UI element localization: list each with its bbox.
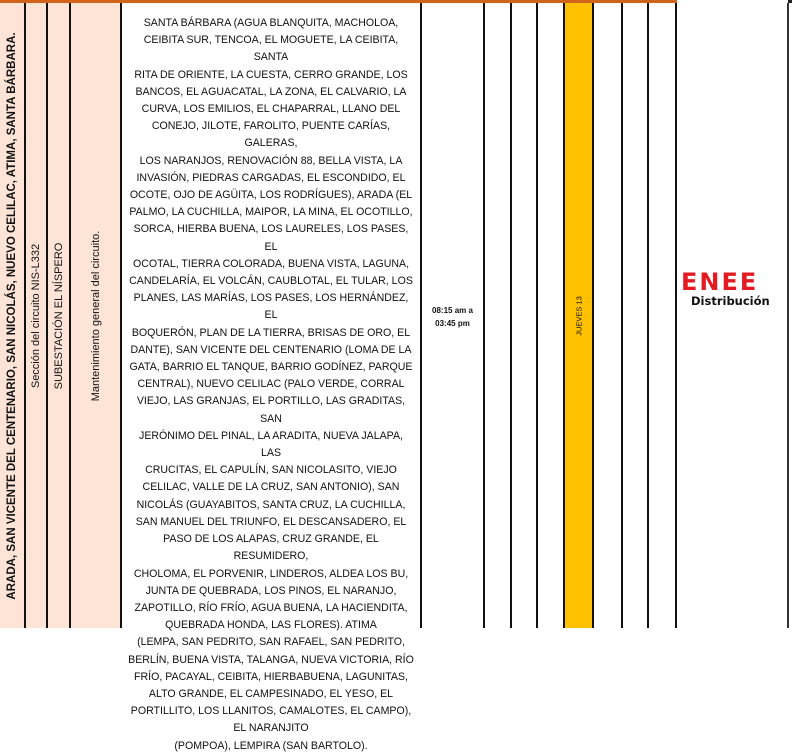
affected-areas-line: PASO DE LOS ALAPAS, CRUZ GRANDE, EL RESUMIDERO, (163, 533, 379, 563)
affected-areas-line: CEIBITA SUR, TENCOA, EL MOGUETE, LA CEIBITA, SANTA (143, 34, 399, 64)
circuit-section-cell (26, 3, 48, 628)
affected-areas-line: ZAPOTILLO, RÍO FRÍO, AGUA BUENA, LA HACIENDITA, (134, 601, 408, 614)
affected-areas-line: ALTO GRANDE, EL CAMPESINADO, EL YESO, EL (148, 687, 394, 700)
work-type-text: Mantenimiento general del circuito. (89, 230, 102, 401)
affected-areas-line: SANTA BÁRBARA (AGUA BLANQUITA, MACHOLOA, (143, 17, 399, 29)
day-cell-3 (538, 3, 565, 628)
right-border (787, 3, 789, 628)
municipalities-text: ARADA, SAN VICENTE DEL CENTENARIO, SAN NICOLÁS, NUEVO CELILAC, ATIMA, SANTA BÁRBARA. (6, 31, 18, 600)
time-cell (422, 3, 485, 628)
day-cell-7 (649, 3, 677, 628)
day-cell-6 (623, 3, 649, 628)
circuit-section-text: Sección del circuito NIS-L332 (30, 243, 42, 388)
day-cell-5 (594, 3, 623, 628)
affected-areas-line: QUEBRADA HONDA, LAS FLORES). ATIMA (165, 619, 377, 632)
affected-areas-line: BERLÍN, BUENA VISTA, TALANGA, NUEVA VICTORIA, RÍO (128, 653, 414, 666)
affected-areas-line: PLANES, LAS MARÍAS, LOS PASES, LOS HERNÁNDEZ, EL (133, 292, 409, 322)
affected-areas-line: JUNTA DE QUEBRADA, LOS PINOS, EL NARANJO, (145, 584, 397, 597)
time-end: 03:45 pm (435, 319, 470, 328)
affected-areas-line: BANCOS, EL AGUACATAL, LA ZONA, EL CALVARIO, LA (135, 85, 407, 98)
time-range (422, 304, 483, 330)
affected-areas-line: LOS NARANJOS, RENOVACIÓN 88, BELLA VISTA, LA (139, 154, 403, 167)
affected-areas-line: OCOTE, OJO DE AGÜITA, LOS RODRÍGUES), ARADA (EL (129, 189, 413, 202)
work-type-cell (71, 3, 122, 628)
affected-areas-line: RITA DE ORIENTE, LA CUESTA, CERRO GRANDE, LOS (134, 68, 408, 81)
affected-areas-line: (POMPOA), LEMPIRA (SAN BARTOLO). (174, 739, 368, 752)
time-start: 08:15 am a (432, 306, 473, 315)
affected-areas-line: PALMO, LA CUCHILLA, MAIPOR, LA MINA, EL OCOTILLO, (129, 206, 413, 219)
logo-brand: ENEE (681, 268, 759, 296)
affected-areas-line: EL NARANJITO (233, 722, 309, 735)
affected-areas-line: FRÍO, PACAYAL, CEIBITA, HIERBABUENA, LAGUNITAS, (134, 670, 408, 683)
affected-areas-line: JERÓNIMO DEL PINAL, LA ARADITA, NUEVA JALAPA, LAS (139, 429, 403, 460)
affected-areas-line: BOQUERÓN, PLAN DE LA TIERRA, BRISAS DE ORO, EL (131, 326, 411, 339)
affected-areas-line: CURVA, LOS EMILIOS, EL CHAPARRAL, LLANO DEL (141, 103, 401, 116)
affected-areas-line: CHOLOMA, EL PORVENIR, LINDEROS, ALDEA LOS BU, (133, 567, 409, 580)
affected-areas-line: SAN MANUEL DEL TRIUNFO, EL DESCANSADERO, EL (135, 515, 407, 528)
affected-areas-line: SORCA, HIERBA BUENA, LOS LAURELES, LOS PASES, EL (133, 223, 409, 253)
affected-areas-text (122, 15, 420, 755)
affected-areas-line: NICOLÁS (GUAYABITOS, SANTA CRUZ, LA CUCHILLA, (136, 498, 406, 511)
day-cell-2 (512, 3, 538, 628)
day-cell-1 (485, 3, 512, 628)
affected-areas-cell (122, 3, 422, 752)
substation-cell (48, 3, 71, 628)
enee-logo (677, 268, 787, 314)
affected-areas-line: OCOTAL, TIERRA COLORADA, BUENA VISTA, LAGUNA, (132, 257, 410, 270)
affected-areas-line: (LEMPA, SAN PEDRITO, SAN RAFAEL, SAN PEDRITO, (137, 636, 405, 649)
affected-areas-line: CANDELARÍA, EL VOLCÁN, CAUBLOTAL, EL TULAR, LOS (129, 275, 413, 288)
day-label: JUEVES 13 (574, 295, 583, 336)
logo-subtitle: Distribución (691, 294, 770, 308)
affected-areas-line: CELILAC, VALLE DE LA CRUZ, SAN ANTONIO), SAN (142, 481, 400, 494)
affected-areas-line: CRUCITAS, EL CAPULÍN, SAN NICOLASITO, VIEJO (145, 464, 397, 477)
affected-areas-line: VIEJO, LAS GRANJAS, EL PORTILLO, LAS GRADITAS, SAN (136, 395, 406, 425)
affected-areas-line: GATA, BARRIO EL TANQUE, BARRIO GODÍNEZ, PARQUE (129, 361, 413, 374)
affected-areas-line: CENTRAL), NUEVO CELILAC (PALO VERDE, CORRAL (137, 378, 405, 391)
affected-areas-line: DANTE), SAN VICENTE DEL CENTENARIO (LOMA DE LA (130, 343, 412, 356)
affected-areas-line: CONEJO, JILOTE, FAROLITO, PUENTE CARÍAS, GALERAS, (151, 120, 391, 150)
affected-areas-line: INVASIÓN, PIEDRAS CARGADAS, EL ESCONDIDO, EL (136, 171, 406, 184)
substation-text: SUBESTACIÓN EL NÍSPERO (52, 242, 65, 389)
day-cell-highlighted (565, 3, 594, 628)
municipalities-cell (0, 3, 26, 628)
affected-areas-line: PORTILLITO, LOS LLANITOS, CAMALOTES, EL CAMPO), (130, 705, 412, 718)
